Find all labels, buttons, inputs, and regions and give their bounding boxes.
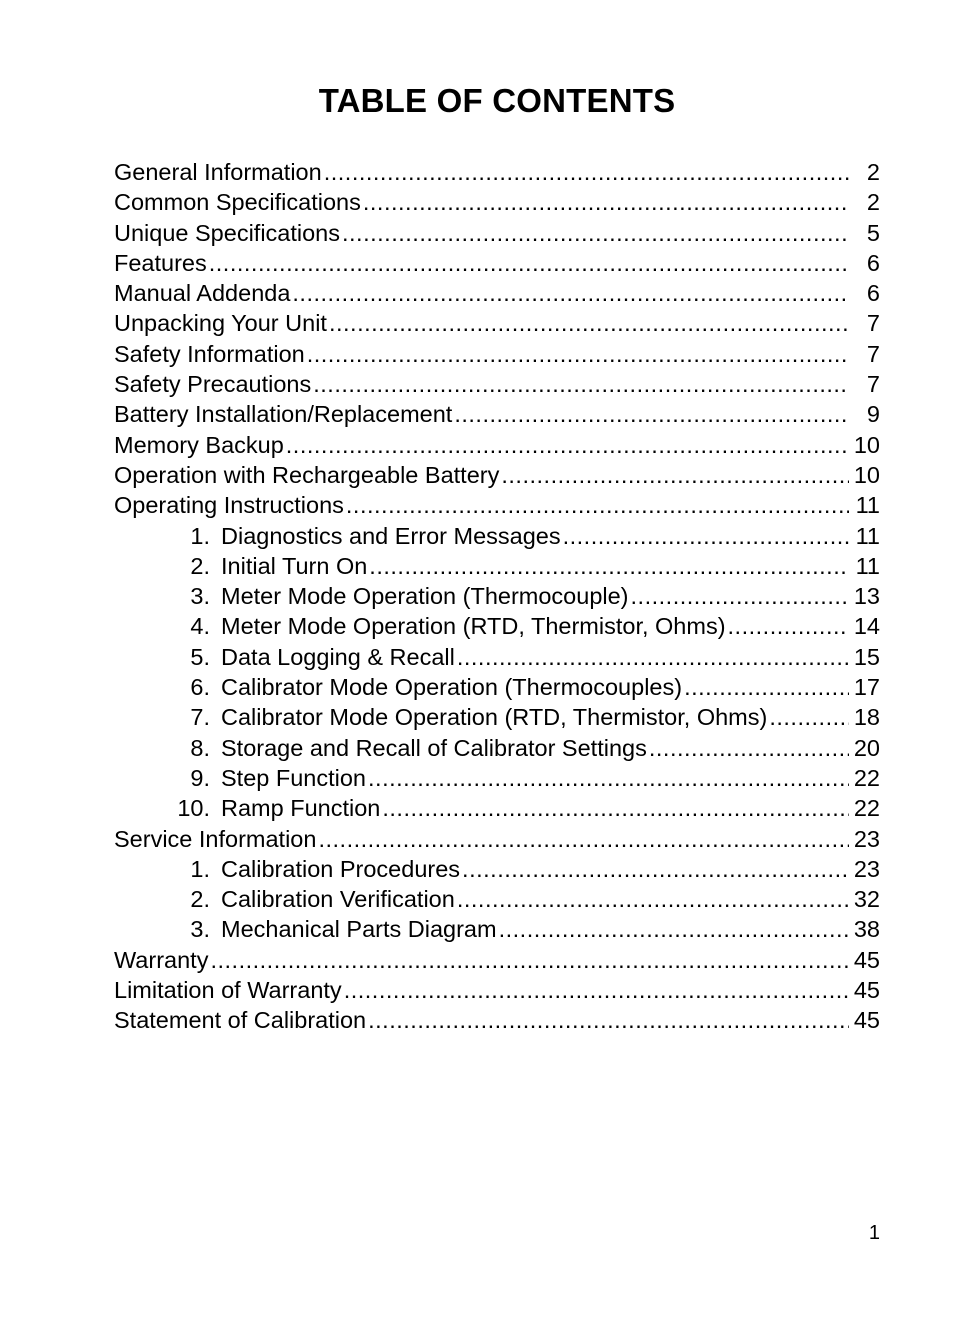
toc-entry: [114, 824, 880, 854]
dot-leader: [563, 521, 849, 551]
toc-entry-page: 11: [855, 522, 880, 549]
toc-entry-page: 7: [866, 310, 880, 337]
toc-entry-title: Warranty: [114, 946, 209, 973]
toc-entry-number: 1.: [190, 855, 210, 882]
toc-entry-number: 9.: [190, 764, 210, 791]
toc-entry: [114, 854, 880, 884]
toc-entry-page: 32: [853, 886, 880, 913]
toc-entry: [114, 521, 880, 551]
toc-entry-page: 45: [853, 946, 880, 973]
toc-entry-title: Unique Specifications: [114, 219, 340, 246]
toc-entry-title: Operating Instructions: [114, 492, 344, 519]
toc-entry: [114, 642, 880, 672]
toc-entry-title: Calibration Verification: [221, 886, 455, 913]
toc-entry-number: 3.: [190, 583, 210, 610]
toc-entry-title: General Information: [114, 159, 322, 185]
toc-entry: [114, 399, 880, 429]
toc-entry: [114, 884, 880, 914]
toc-entry-page: 2: [866, 189, 880, 216]
toc-entry: [114, 248, 880, 278]
toc-entry: [114, 551, 880, 581]
toc-entry-title: Calibrator Mode Operation (RTD, Thermistor, Ohms): [221, 704, 768, 731]
dot-leader: [329, 308, 849, 338]
toc-entry-number: 5.: [190, 643, 210, 670]
toc-entry-title: Operation with Rechargeable Battery: [114, 461, 500, 488]
toc-entry-page: 9: [866, 401, 880, 428]
toc-entry-title: Calibration Procedures: [221, 855, 461, 882]
toc-entry-page: 10: [853, 431, 880, 458]
dot-leader: [368, 763, 849, 793]
dot-leader: [462, 854, 849, 884]
dot-leader: [344, 975, 849, 1005]
toc-entry-title: Features: [114, 249, 207, 276]
toc-entry-page: 23: [853, 825, 880, 852]
dot-leader: [318, 824, 849, 854]
toc-entry-page: 14: [853, 613, 880, 640]
toc-entry: [114, 581, 880, 611]
toc-entry: [114, 975, 880, 1005]
toc-entry-title: Meter Mode Operation (RTD, Thermistor, Ohms): [221, 613, 726, 640]
toc-entry: [114, 157, 880, 187]
dot-leader: [457, 884, 849, 914]
toc-entry: [114, 218, 880, 248]
toc-entry-title: Storage and Recall of Calibrator Settings: [221, 734, 647, 761]
toc-entry: [114, 945, 880, 975]
toc-entry-page: 5: [866, 219, 880, 246]
toc-entry-title: Data Logging & Recall: [221, 643, 455, 670]
dot-leader: [649, 733, 849, 763]
toc-entry-title: Diagnostics and Error Messages: [221, 522, 561, 549]
dot-leader: [769, 702, 849, 732]
toc-entry-page: 15: [853, 643, 880, 670]
toc-entry-page: 23: [853, 855, 880, 882]
toc-entry-title: Initial Turn On: [221, 552, 368, 579]
page-number: 1: [868, 1222, 880, 1244]
toc-entry-title: Ramp Function: [221, 795, 381, 822]
toc-entry-title: Safety Precautions: [114, 371, 312, 398]
toc-entry-page: 38: [853, 916, 880, 943]
dot-leader: [457, 642, 849, 672]
toc-entry-title: Step Function: [221, 764, 367, 791]
toc-entry-page: 6: [866, 249, 880, 276]
table-of-contents-list: [114, 157, 880, 1036]
dot-leader: [307, 339, 849, 369]
toc-entry: [114, 278, 880, 308]
toc-entry-page: 13: [853, 583, 880, 610]
dot-leader: [346, 490, 849, 520]
toc-entry-title: Calibrator Mode Operation (Thermocouples): [221, 674, 683, 701]
toc-entry-page: 6: [866, 280, 880, 307]
toc-entry-title: Service Information: [114, 825, 317, 852]
dot-leader: [210, 945, 849, 975]
dot-leader: [209, 248, 849, 278]
toc-entry-number: 8.: [190, 734, 210, 761]
toc-entry: [114, 611, 880, 641]
toc-entry-title: Unpacking Your Unit: [114, 310, 327, 337]
toc-entry-number: 7.: [190, 704, 210, 731]
dot-leader: [499, 914, 849, 944]
toc-entry-number: 10.: [177, 795, 210, 822]
toc-entry-page: 10: [853, 461, 880, 488]
toc-entry: [114, 914, 880, 944]
toc-entry: [114, 733, 880, 763]
toc-entry-page: 11: [855, 552, 880, 579]
toc-entry: [114, 339, 880, 369]
toc-entry-number: 3.: [190, 916, 210, 943]
toc-entry: [114, 1005, 880, 1035]
toc-entry-page: 20: [853, 734, 880, 761]
toc-entry-title: Meter Mode Operation (Thermocouple): [221, 583, 629, 610]
toc-entry-number: 4.: [190, 613, 210, 640]
toc-entry-page: 7: [866, 371, 880, 398]
toc-entry-title: Manual Addenda: [114, 280, 291, 307]
toc-entry-title: Safety Information: [114, 340, 305, 367]
toc-entry: [114, 430, 880, 460]
dot-leader: [501, 460, 849, 490]
toc-entry-page: 17: [853, 674, 880, 701]
toc-entry-page: 7: [866, 340, 880, 367]
toc-entry-title: Common Specifications: [114, 189, 361, 216]
toc-entry: [114, 369, 880, 399]
toc-entry: [114, 702, 880, 732]
toc-entry-page: 22: [853, 795, 880, 822]
toc-entry: [114, 793, 880, 823]
dot-leader: [342, 218, 849, 248]
toc-entry-title: Memory Backup: [114, 431, 284, 458]
dot-leader: [369, 551, 849, 581]
dot-leader: [728, 611, 849, 641]
dot-leader: [631, 581, 849, 611]
toc-entry-number: 1.: [190, 522, 210, 549]
toc-entry-page: 22: [853, 764, 880, 791]
toc-entry-title: Mechanical Parts Diagram: [221, 916, 497, 943]
toc-entry: [114, 490, 880, 520]
toc-entry-page: 11: [855, 492, 880, 519]
dot-leader: [382, 793, 849, 823]
toc-entry-number: 2.: [190, 886, 210, 913]
toc-entry: [114, 672, 880, 702]
page-title: TABLE OF CONTENTS: [318, 82, 676, 119]
toc-entry: [114, 460, 880, 490]
dot-leader: [684, 672, 849, 702]
dot-leader: [286, 430, 849, 460]
toc-entry-number: 6.: [190, 674, 210, 701]
dot-leader: [324, 157, 849, 187]
dot-leader: [292, 278, 849, 308]
toc-entry-page: 45: [853, 1007, 880, 1034]
toc-entry-page: 18: [853, 704, 880, 731]
dot-leader: [313, 369, 849, 399]
toc-entry-number: 2.: [190, 552, 210, 579]
dot-leader: [363, 187, 849, 217]
toc-entry-title: Limitation of Warranty: [114, 977, 342, 1004]
toc-entry: [114, 308, 880, 338]
dot-leader: [368, 1005, 849, 1035]
toc-entry-page: 2: [866, 159, 880, 185]
toc-entry-title: Battery Installation/Replacement: [114, 401, 453, 428]
toc-entry-title: Statement of Calibration: [114, 1007, 367, 1034]
dot-leader: [454, 399, 849, 429]
toc-entry-page: 45: [853, 977, 880, 1004]
toc-entry: [114, 763, 880, 793]
toc-entry: [114, 187, 880, 217]
